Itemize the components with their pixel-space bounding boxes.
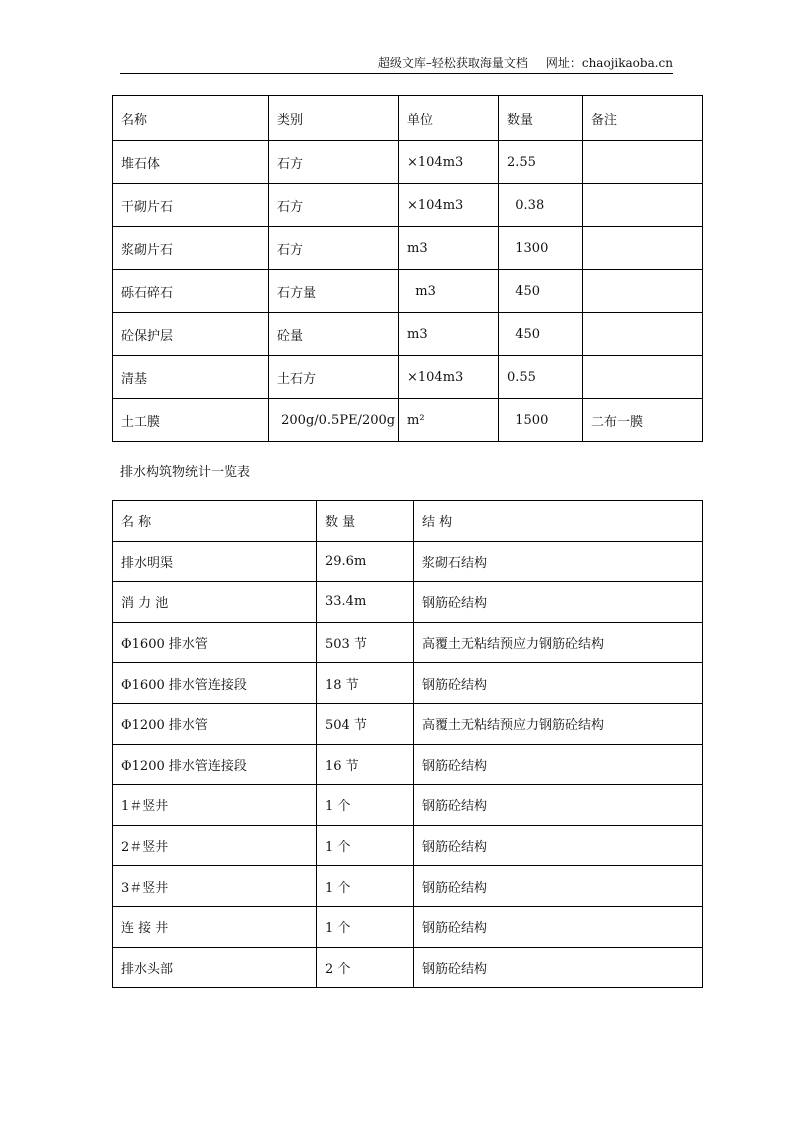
- table-cell: m3: [399, 313, 499, 356]
- table-cell: 石方: [269, 227, 399, 270]
- table-cell: 二布一膜: [583, 399, 703, 442]
- table-row: [113, 744, 703, 785]
- table-cell: 钢筋砼结构: [414, 825, 703, 866]
- table-cell: 29.6m: [317, 541, 414, 582]
- table-header-row: [113, 501, 703, 542]
- table-header-row: [113, 96, 703, 141]
- table-cell: 土石方: [269, 356, 399, 399]
- table-cell: m3: [399, 270, 499, 313]
- table-cell: 石方: [269, 141, 399, 184]
- table-cell: 2.55: [499, 141, 583, 184]
- table-cell: 16 节: [317, 744, 414, 785]
- table-cell: 清基: [113, 356, 269, 399]
- table-cell: 450: [499, 313, 583, 356]
- table-row: [113, 703, 703, 744]
- table-cell: ×104m3: [399, 141, 499, 184]
- table-cell: [583, 313, 703, 356]
- table-cell: 1300: [499, 227, 583, 270]
- table-cell: 450: [499, 270, 583, 313]
- table-cell: [583, 227, 703, 270]
- header-cell: 数量: [499, 96, 583, 141]
- table-cell: 消 力 池: [113, 582, 317, 623]
- table-cell: ×104m3: [399, 356, 499, 399]
- header-cell: 类别: [269, 96, 399, 141]
- table-cell: 堆石体: [113, 141, 269, 184]
- table-cell: 钢筋砼结构: [414, 744, 703, 785]
- table-row: [113, 227, 703, 270]
- table-cell: 200g/0.5PE/200g: [269, 399, 399, 442]
- table-row: [113, 541, 703, 582]
- table-cell: 1 个: [317, 866, 414, 907]
- table-row: [113, 906, 703, 947]
- table-cell: 连 接 井: [113, 906, 317, 947]
- table-row: [113, 866, 703, 907]
- table-cell: m3: [399, 227, 499, 270]
- table-cell: 33.4m: [317, 582, 414, 623]
- table-cell: 高覆土无粘结预应力钢筋砼结构: [414, 703, 703, 744]
- table-row: [113, 270, 703, 313]
- table-row: [113, 141, 703, 184]
- table-cell: 2 个: [317, 947, 414, 988]
- table-row: [113, 356, 703, 399]
- table-row: [113, 785, 703, 826]
- table-cell: 1＃竖井: [113, 785, 317, 826]
- table-cell: [583, 141, 703, 184]
- table-row: [113, 825, 703, 866]
- header-url: 网址：chaojikaoba.cn: [545, 56, 673, 70]
- table-row: [113, 663, 703, 704]
- table-cell: 1 个: [317, 785, 414, 826]
- table-row: [113, 399, 703, 442]
- table-cell: 钢筋砼结构: [414, 663, 703, 704]
- header-cell: 结 构: [414, 501, 703, 542]
- table-cell: Φ1600 排水管: [113, 622, 317, 663]
- table-cell: Φ1200 排水管: [113, 703, 317, 744]
- header-cell: 名 称: [113, 501, 317, 542]
- table-cell: 3＃竖井: [113, 866, 317, 907]
- table-cell: 504 节: [317, 703, 414, 744]
- table-cell: 浆砌石结构: [414, 541, 703, 582]
- table-cell: [583, 184, 703, 227]
- table-cell: 钢筋砼结构: [414, 906, 703, 947]
- table-cell: Φ1200 排水管连接段: [113, 744, 317, 785]
- table-cell: 排水头部: [113, 947, 317, 988]
- table-cell: 钢筋砼结构: [414, 947, 703, 988]
- table-cell: 钢筋砼结构: [414, 866, 703, 907]
- table-cell: 1 个: [317, 906, 414, 947]
- table-cell: 18 节: [317, 663, 414, 704]
- page-header: [120, 56, 673, 74]
- table-cell: 砼量: [269, 313, 399, 356]
- table-cell: 2＃竖井: [113, 825, 317, 866]
- table-cell: 土工膜: [113, 399, 269, 442]
- table-cell: 浆砌片石: [113, 227, 269, 270]
- table-cell: 石方量: [269, 270, 399, 313]
- table-cell: Φ1600 排水管连接段: [113, 663, 317, 704]
- table-cell: 砾石碎石: [113, 270, 269, 313]
- table-row: [113, 184, 703, 227]
- table-cell: 503 节: [317, 622, 414, 663]
- table-cell: 0.55: [499, 356, 583, 399]
- table-cell: m²: [399, 399, 499, 442]
- materials-table: [112, 95, 703, 442]
- header-cell: 单位: [399, 96, 499, 141]
- table-cell: 干砌片石: [113, 184, 269, 227]
- table-cell: 砼保护层: [113, 313, 269, 356]
- table-row: [113, 622, 703, 663]
- drainage-structures-table: [112, 500, 703, 988]
- header-cell: 名称: [113, 96, 269, 141]
- table-cell: 石方: [269, 184, 399, 227]
- table-cell: 钢筋砼结构: [414, 582, 703, 623]
- table-cell: 1 个: [317, 825, 414, 866]
- table-cell: ×104m3: [399, 184, 499, 227]
- table-cell: [583, 356, 703, 399]
- table-row: [113, 582, 703, 623]
- table-cell: 高覆土无粘结预应力钢筋砼结构: [414, 622, 703, 663]
- table-cell: 钢筋砼结构: [414, 785, 703, 826]
- header-site-name: 超级文库–轻松获取海量文档: [377, 56, 528, 70]
- table-cell: [583, 270, 703, 313]
- table-cell: 1500: [499, 399, 583, 442]
- table-row: [113, 313, 703, 356]
- table-cell: 排水明渠: [113, 541, 317, 582]
- header-cell: 备注: [583, 96, 703, 141]
- table-cell: 0.38: [499, 184, 583, 227]
- header-cell: 数 量: [317, 501, 414, 542]
- table-caption: 排水构筑物统计一览表: [120, 465, 251, 480]
- table-row: [113, 947, 703, 988]
